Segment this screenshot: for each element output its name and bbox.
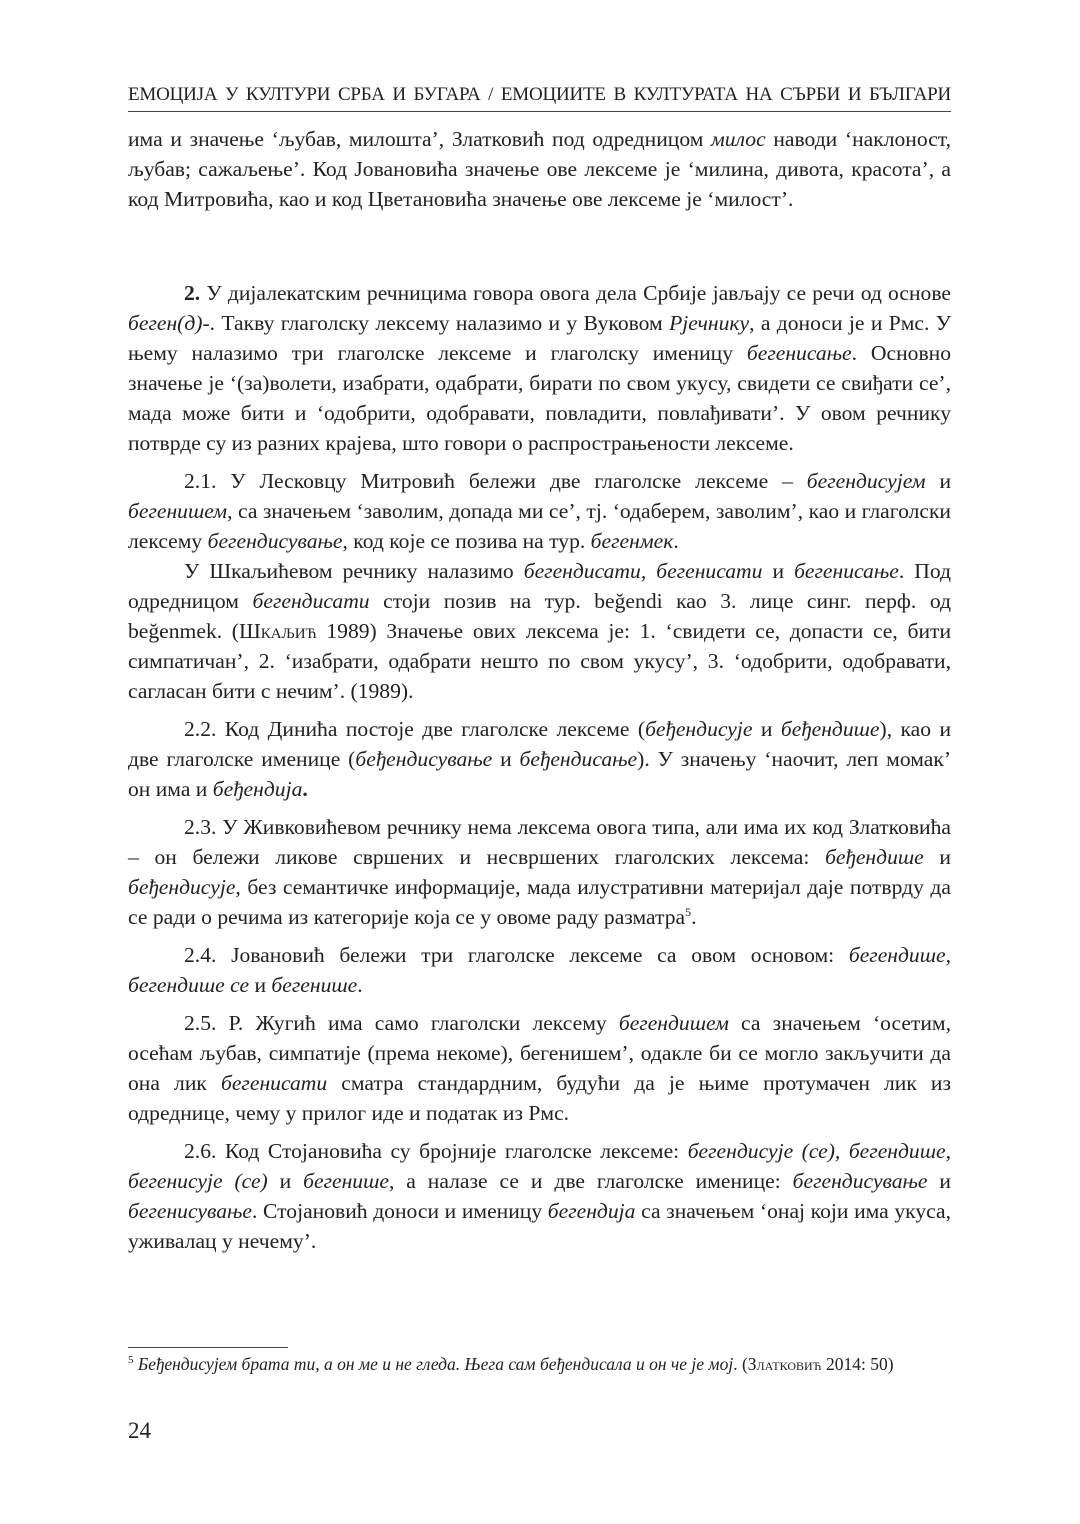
page-number: 24 <box>128 1418 151 1443</box>
paragraph-2-1: 2.1. У Лесковцу Митровић бележи две глаголске лексеме – бегендисујем и бегенишем, са значењем ‘заволим, допада ми се’, тј. ‘одаберем, заволим’, као и глаголски лексему бегендисување, код које се позива на тур. бегенмек. <box>128 469 951 553</box>
paragraph-2-3: 2.3. У Живковићевом речнику нема лексема овога типа, али има их код Златковића – он бележи ликове свршених и несвршених глаголских лексема: беђендише и беђендисује, без семантичке информације, мада илустративни материјал даје потврду да се ради о речима из категорије која се у овоме раду разматра$^5$. <box>128 815 951 929</box>
footnote-number: 5 <box>128 1354 134 1367</box>
running-header: ЕМОЦИЈА У КУЛТУРИ СРБА И БУГАРА / ЕМОЦИИТЕ В КУЛТУРАТА НА СЪРБИ И БЪЛГАРИ <box>128 84 951 105</box>
paragraph-2-5: 2.5. Р. Жугић има само глаголски лексему бегендишем са значењем ‘осетим, осећам љубав, симпатије (према некоме), бегенишем’, одакле би се могло закључити да она лик бегенисати сматра стандардним, будући да је њиме протумачен лик из одреднице, чему у прилог иде и податак из Рмс. <box>128 1011 952 1125</box>
body-text <box>128 124 951 1256</box>
footnote-reference: 5 <box>685 904 692 919</box>
paragraph-2-2: 2.2. Код Динића постоје две глаголске лексеме (беђендисује и беђендише), као и две глаголске именице (беђендисување и беђендисање). У значењу ‘наочит, леп момак’ он има и беђендија. <box>128 717 952 801</box>
header-rule <box>128 111 951 112</box>
section-number: 2. <box>184 281 201 305</box>
footnote: $^5$ Беђендисујем брата ти, а он ме и не гледа. Њега сам беђендисала и он че је мој. (Златковић 2014: 50) <box>128 1354 894 1374</box>
paragraph-skaljic: У Шкаљићевом речнику налазимо бегендисати, бегенисати и бегенисање. Под одредницом бегендисати стоји позив на тур. beğendi као 3. лице синг. перф. од beğenmek. (Шкаљић 1989) Значење ових лексема је: 1. ‘свидети се, допасти се, бити симпатичан’, 2. ‘изабрати, одабрати нешто по свом укусу’, 3. ‘одобрити, одобравати, сагласан бити с нечим’. (1989). <box>128 559 951 703</box>
footnote-rule <box>128 1347 288 1348</box>
paragraph-section-2: 2. У дијалекатским речницима говора овога дела Србије јављају се речи од основе беген(д)-. Такву глаголску лексему налазимо и у Вуковом Рјечнику, а доноси је и Рмс. У њему налазимо три глаголске лексеме и глаголску именицу бегенисање. Основно значење је ‘(за)волети, изабрати, одабрати, бирати по свом укусу, свидети се свиђати се’, мада може бити и ‘одобрити, одобравати, повладити, повлађивати’. У овом речнику потврде су из разних крајева, што говори о распрострањености лексеме. <box>128 281 951 455</box>
paragraph-2-4: 2.4. Јовановић бележи три глаголске лексеме са овом основом: бегендише, бегендише се и бегенише. <box>128 943 951 997</box>
paragraph-continued: има и значење ‘љубав, милошта’, Златковић под одредницом милос наводи ‘наклоност, љубав; сажаљење’. Код Јовановића значење ове лексеме је ‘милина, дивота, красота’, а код Митровића, као и код Цветановића значење ове лексеме је ‘милост’. <box>128 127 951 211</box>
paragraph-2-6: 2.6. Код Стојановића су бројније глаголске лексеме: бегендисује (се), бегендише, бегенисује (се) и бегенише, а налазе се и две глаголске именице: бегендисување и бегенисување. Стојановић доноси и именицу бегендија са значењем ‘онај који има укуса, уживалац у нечему’. <box>128 1139 951 1253</box>
